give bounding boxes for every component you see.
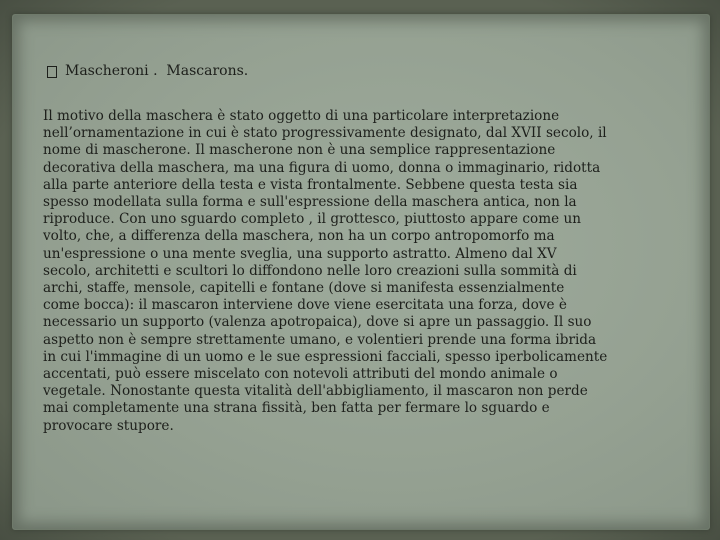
square-bullet-icon [47,66,57,78]
text-line: provocare stupore. [43,417,174,434]
text-line: nell’ornamentazione in cui è stato progressivamente designato, dal XVII secolo, il [43,125,607,142]
text-line: un'espressione o una mente sveglia, una supporto astratto. Almeno dal XV [43,245,557,262]
text-line: volto, che, a differenza della maschera, non ha un corpo antropomorfo ma [43,228,555,245]
text-line: mai completamente una strana fissità, ben fatta per fermare lo sguardo e [43,400,550,417]
text-line: vegetale. Nonostante questa vitalità dell'abbigliamento, il mascaron non perde [43,383,588,400]
text-line: aspetto non è sempre strettamente umano, e volentieri prende una forma ibrida [43,331,597,348]
text-line: decorativa della maschera, ma una figura di uomo, donna o immaginario, ridotta [43,159,601,176]
text-line: nome di mascherone. Il mascherone non è una semplice rappresentazione [43,142,556,159]
text-line: Il motivo della maschera è stato oggetto di una particolare interpretazione [43,108,560,124]
text-line: necessario un supporto (valenza apotropaica), dove si apre un passaggio. Il suo [43,314,592,331]
text-line: in cui l'immagine di un uomo e le sue espressioni facciali, spesso iperbolicamente [43,348,608,365]
text-line: come bocca): il mascaron interviene dove viene esercitata una forza, dove è [43,297,567,314]
text-line: riproduce. Con uno sguardo completo , il grottesco, piuttosto appare come un [43,211,581,228]
heading-text: Mascheroni . Mascarons. [65,63,249,79]
text-line: spesso modellata sulla forma e sull'espressione della maschera antica, non la [43,194,577,211]
text-line: secolo, architetti e scultori lo diffondono nelle loro creazioni sulla sommità di [43,262,577,279]
slide-heading [47,63,248,79]
body-paragraph [43,108,683,435]
text-line: alla parte anteriore della testa e vista frontalmente. Sebbene questa testa sia [43,176,578,193]
text-line: accentati, può essere miscelato con notevoli attributi del mondo animale o [43,366,558,383]
text-line: archi, staffe, mensole, capitelli e fontane (dove si manifesta essenzialmente [43,280,565,297]
